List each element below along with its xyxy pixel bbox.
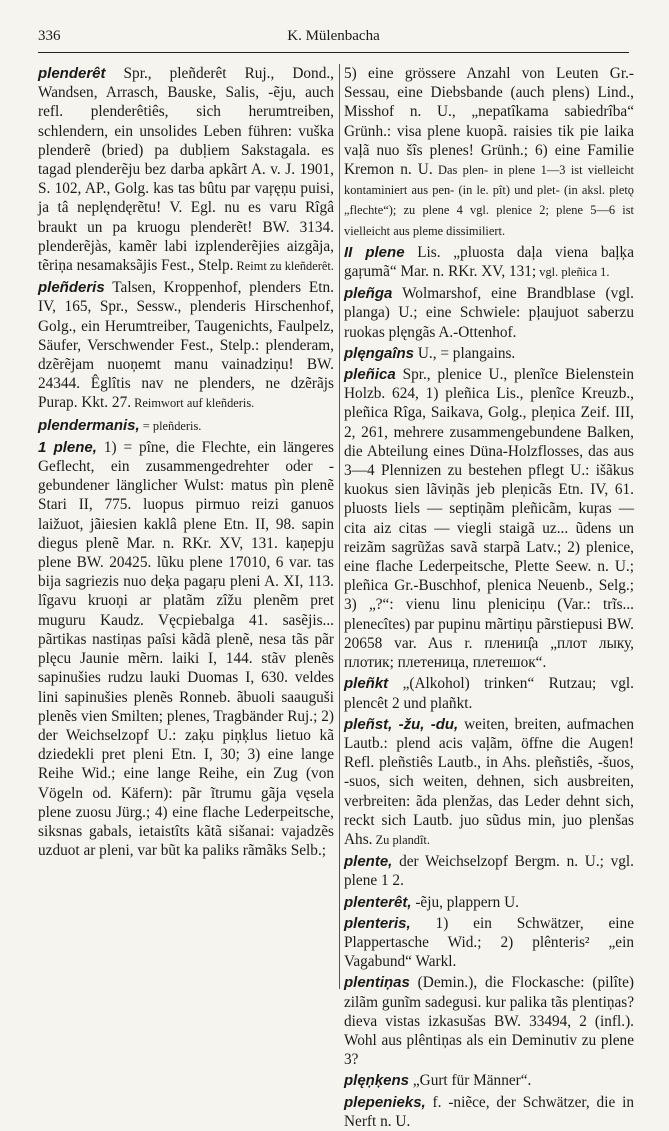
dictionary-entry	[38, 438, 334, 860]
entry-headword: plendermanis,	[38, 416, 140, 434]
entry-note: Das plen- in plene 1—3 ist vielleicht kontaminiert aus pen- (in le. pît) und plet- (in aksl. pletǫ „flechte“); zu plene 4 vgl. plenice 2; plene 5—6 ist vielleicht aus pleme dissimiliert.	[344, 163, 634, 238]
dictionary-entry	[344, 64, 634, 241]
column-divider	[339, 64, 340, 989]
entry-note: Reimwort auf kleñderis.	[131, 396, 255, 411]
entry-body: Wolmarshof, eine Brandblase (vgl. planga) U.; eine Schwiele: pļaujuot saberzu ruokas plęngãs A.-Ottenhof.	[344, 285, 634, 341]
dictionary-entry	[344, 243, 634, 282]
entry-body: 1) = pîne, die Flechte, ein längeres Geflecht, ein zusammengedrehter oder -gebundener länglicher Wulst: matus pìn plenẽ Stari II, 775. luopus pirmuo reizi ganuos laižuot, jãiesien kaklâ plene Etn. II, 98. sapin diegus plenẽ Mar. n. RKr. XV, 131. kaņepju plene BW. 20425. lũku plene 17010, 6 var. tas bija sagriezis nuo deķa pagaŗu pleni A. XI, 113. lîgavu kruoņi ar platãm zîžu plenẽm pret muguru Kaudz. Vęcpiebalga 41. sasẽjis... pãrtikas nastiņas paîsi kãdã plenẽ, nesa tãs pãr plęcu Jaunie mẽrn. laiki I, 144. stãv plenẽs sapinušies rudzu lauki Duomas I, 630. veldes lini sapinušies plenẽs Ronneb. ãbuoli saauguši plenẽs vien Smilten; plenes, Tragbänder Ruj.; 2) der Weichselzopf U.: zaķu piņķlus lietuo kã dziedekli pret pleni Etn. I, 30; 3) eine lange Reihe Wid.; eine lange Reihe, ein Zug (von Vögeln od. Käfern): pãr ĩtrumu gãja vęsela plene zuosu Jürg.; 4) eine flache Lederpeitsche, siksnas gabals, ietaistîts kãtã sišanai: vajadzẽs uzduot ar pleni, var bũt ka paliks rãmãks Selb.;	[38, 438, 334, 860]
dictionary-entry	[344, 1093, 634, 1131]
entry-body: (Demin.), die Flockasche: (pilîte) zilãm gunĩm sadegusi. kur palika tãs plentiņas? dieva vistas izkasušas BW. 33494, 2 (infl.). Wohl aus plêntiņas als ein Deminutiv zu plene 3?	[344, 974, 634, 1069]
entry-headword: pleñst, -žu, -du,	[344, 715, 459, 733]
entry-body: -ẽju, plappern U.	[411, 893, 519, 911]
entry-headword: pleñica	[344, 366, 396, 384]
entry-headword: plenterêt,	[344, 893, 412, 911]
dictionary-entry	[344, 1071, 634, 1090]
dictionary-entry	[38, 278, 334, 413]
dictionary-entry	[344, 852, 634, 890]
entry-headword: plentiņas	[344, 974, 410, 992]
entry-body: „(Alkohol) trinken“ Rutzau; vgl. plencêt 2 und plañkt.	[344, 675, 634, 712]
entry-body: „Gurt für Männer“.	[409, 1072, 532, 1090]
right-column	[344, 64, 634, 1130]
entry-body: f. -niẽce, der Schwätzer, die in Nerft n. U.	[344, 1093, 634, 1130]
entry-headword: 1 plene,	[38, 438, 97, 456]
entry-body: Lis. „pluosta daļa viena baļķa gaŗumã“ Mar. n. RKr. XV, 131;	[344, 243, 634, 281]
dictionary-entry	[344, 365, 634, 672]
entry-headword: plenderêt	[38, 65, 106, 82]
entry-body: Talsen, Kroppenhof, plenders Etn. IV, 165, Spr., Sessw., plenderis Hirschenhof, Golg., ein Herumtreiber, Taugenichts, Faulpelz, Säufer, Verschwender Fest., Stelp.: plenderam, dzẽrẽjam nuoņemt manu vainadziņu! BW. 24344. Êglîtis nav ne plenders, ne dzẽrãjs Purap. Kkt. 27.	[38, 279, 334, 412]
dictionary-entry	[344, 973, 634, 1069]
entry-note: = pleñderis.	[139, 418, 202, 433]
dictionary-entry	[344, 715, 634, 850]
entry-headword: pleñkt	[344, 675, 389, 693]
page-number: 336	[38, 28, 61, 44]
entry-headword: II plene	[344, 243, 405, 261]
entry-body: Spr., plenice U., plenĩce Bielenstein Holzb. 624, 1) pleñica Lis., plenĩce Kreuzb., pleñica Rîga, Saikava, Golg., pleņica Zeif. III, 2, 261, mehrere zusammengebundene Balken, die Abteilung eines Düna-Holzflosses, das aus 3—4 Plennizen zu bestehen pflegt U.: išãkus kuokus sien lãviņãs jeb pleņicãs Etn. IV, 61. pluosts liels — septiņãm pleñicãm, kuŗas — cita aiz citas — viegli staigã uz... ũdens un reizãm sagrũžas savã starpã Latv.; 2) plenice, eine flache Lederpeitsche, Plette Seew. n. U.; pleñica Gr.-Buschhof, plenica Neuenb., Selg.; 3) „?“: vienu linu pleniciņu (Var.: trĩs... plenecîtes) par pupinu mãrtiņu pãrstiepusi BW. 20658 var. Aus r. плениц̂а „плот лыку, плотик; плетеница, плетешок“.	[344, 366, 634, 672]
running-title: K. Mülenbacha	[287, 28, 380, 44]
entry-headword: pleñderis	[38, 279, 105, 297]
dictionary-entry	[344, 284, 634, 342]
entry-note: Zu plandît.	[372, 832, 430, 847]
entry-body: U., = plangains.	[414, 344, 516, 362]
entry-body: der Weichselzopf Bergm. n. U.; vgl. plene 1 2.	[344, 853, 634, 890]
entry-headword: plepenieks,	[344, 1093, 426, 1111]
entry-note: Reimt zu kleñderêt.	[233, 259, 334, 274]
entry-headword: plenteris,	[344, 914, 411, 932]
entry-headword: plęngaîns	[344, 344, 415, 362]
dictionary-entry	[344, 674, 634, 712]
header-rule	[38, 52, 629, 53]
left-column	[38, 64, 334, 994]
entry-body: weiten, breiten, aufmachen Lautb.: plend acis vaļãm, öffne die Augen! Refl. pleñstiês Lautb., in Ahs. pleñstiês, -šuos, -suos, sich weiten, dehnen, sich ausbreiten, verbreiten: ãda plenžas, das Leder dehnt sich, reckt sich Lautb. juo sũdus min, juo plenšas Ahs.	[344, 715, 634, 848]
dictionary-entry	[344, 893, 634, 912]
entry-body: Spr., pleñderêt Ruj., Dond., Wandsen, Arrasch, Bauske, Salis, -ẽju, auch refl. plenderêtiês, sich herumtreiben, schlendern, ein unsolides Leben führen: vuška plenderẽ (bried) pa dubḷiem Sakstagala. es tagad plenderẽju bez darba apkãrt A. v. J. 1901, S. 102, AP., Golg. kas tas bûtu par vaŗęņu puisi, ja tâ neplęndęrẽtu! V. Egl. nu es varu Rîgâ braukt un pa kruogu plenderẽt! BW. 3134. plenderẽjàs, kamẽr labi izplenderẽjies aizgãja, tẽriņa nesamaksãjis Fest., Stelp.	[38, 65, 334, 275]
entry-body: 1) ein Schwätzer, eine Plappertasche Wid.; 2) plênteris² „ein Vagabund“ Warkl.	[344, 914, 634, 971]
dictionary-entry	[344, 914, 634, 972]
entry-headword: plente,	[344, 853, 393, 871]
dictionary-entry	[344, 344, 634, 363]
page-header	[38, 28, 629, 50]
entry-headword: pleñga	[344, 285, 393, 303]
dictionary-entry	[38, 64, 334, 276]
entry-note: vgl. pleñica 1.	[536, 265, 610, 280]
entry-headword: plęņķens	[344, 1072, 410, 1090]
entry-body: 5) eine grössere Anzahl von Leuten Gr.-Sessau, eine Diebsbande (auch plens) Lind., Misshof n. U., „nepatîkama sabiedrîba“ Grünh.: visa plene kuopã. raisies tik pie laika vaļã nuo šîs plenes! Grünh.; 6) eine Familie Kremon n. U.	[344, 65, 634, 179]
dictionary-entry	[38, 416, 334, 436]
